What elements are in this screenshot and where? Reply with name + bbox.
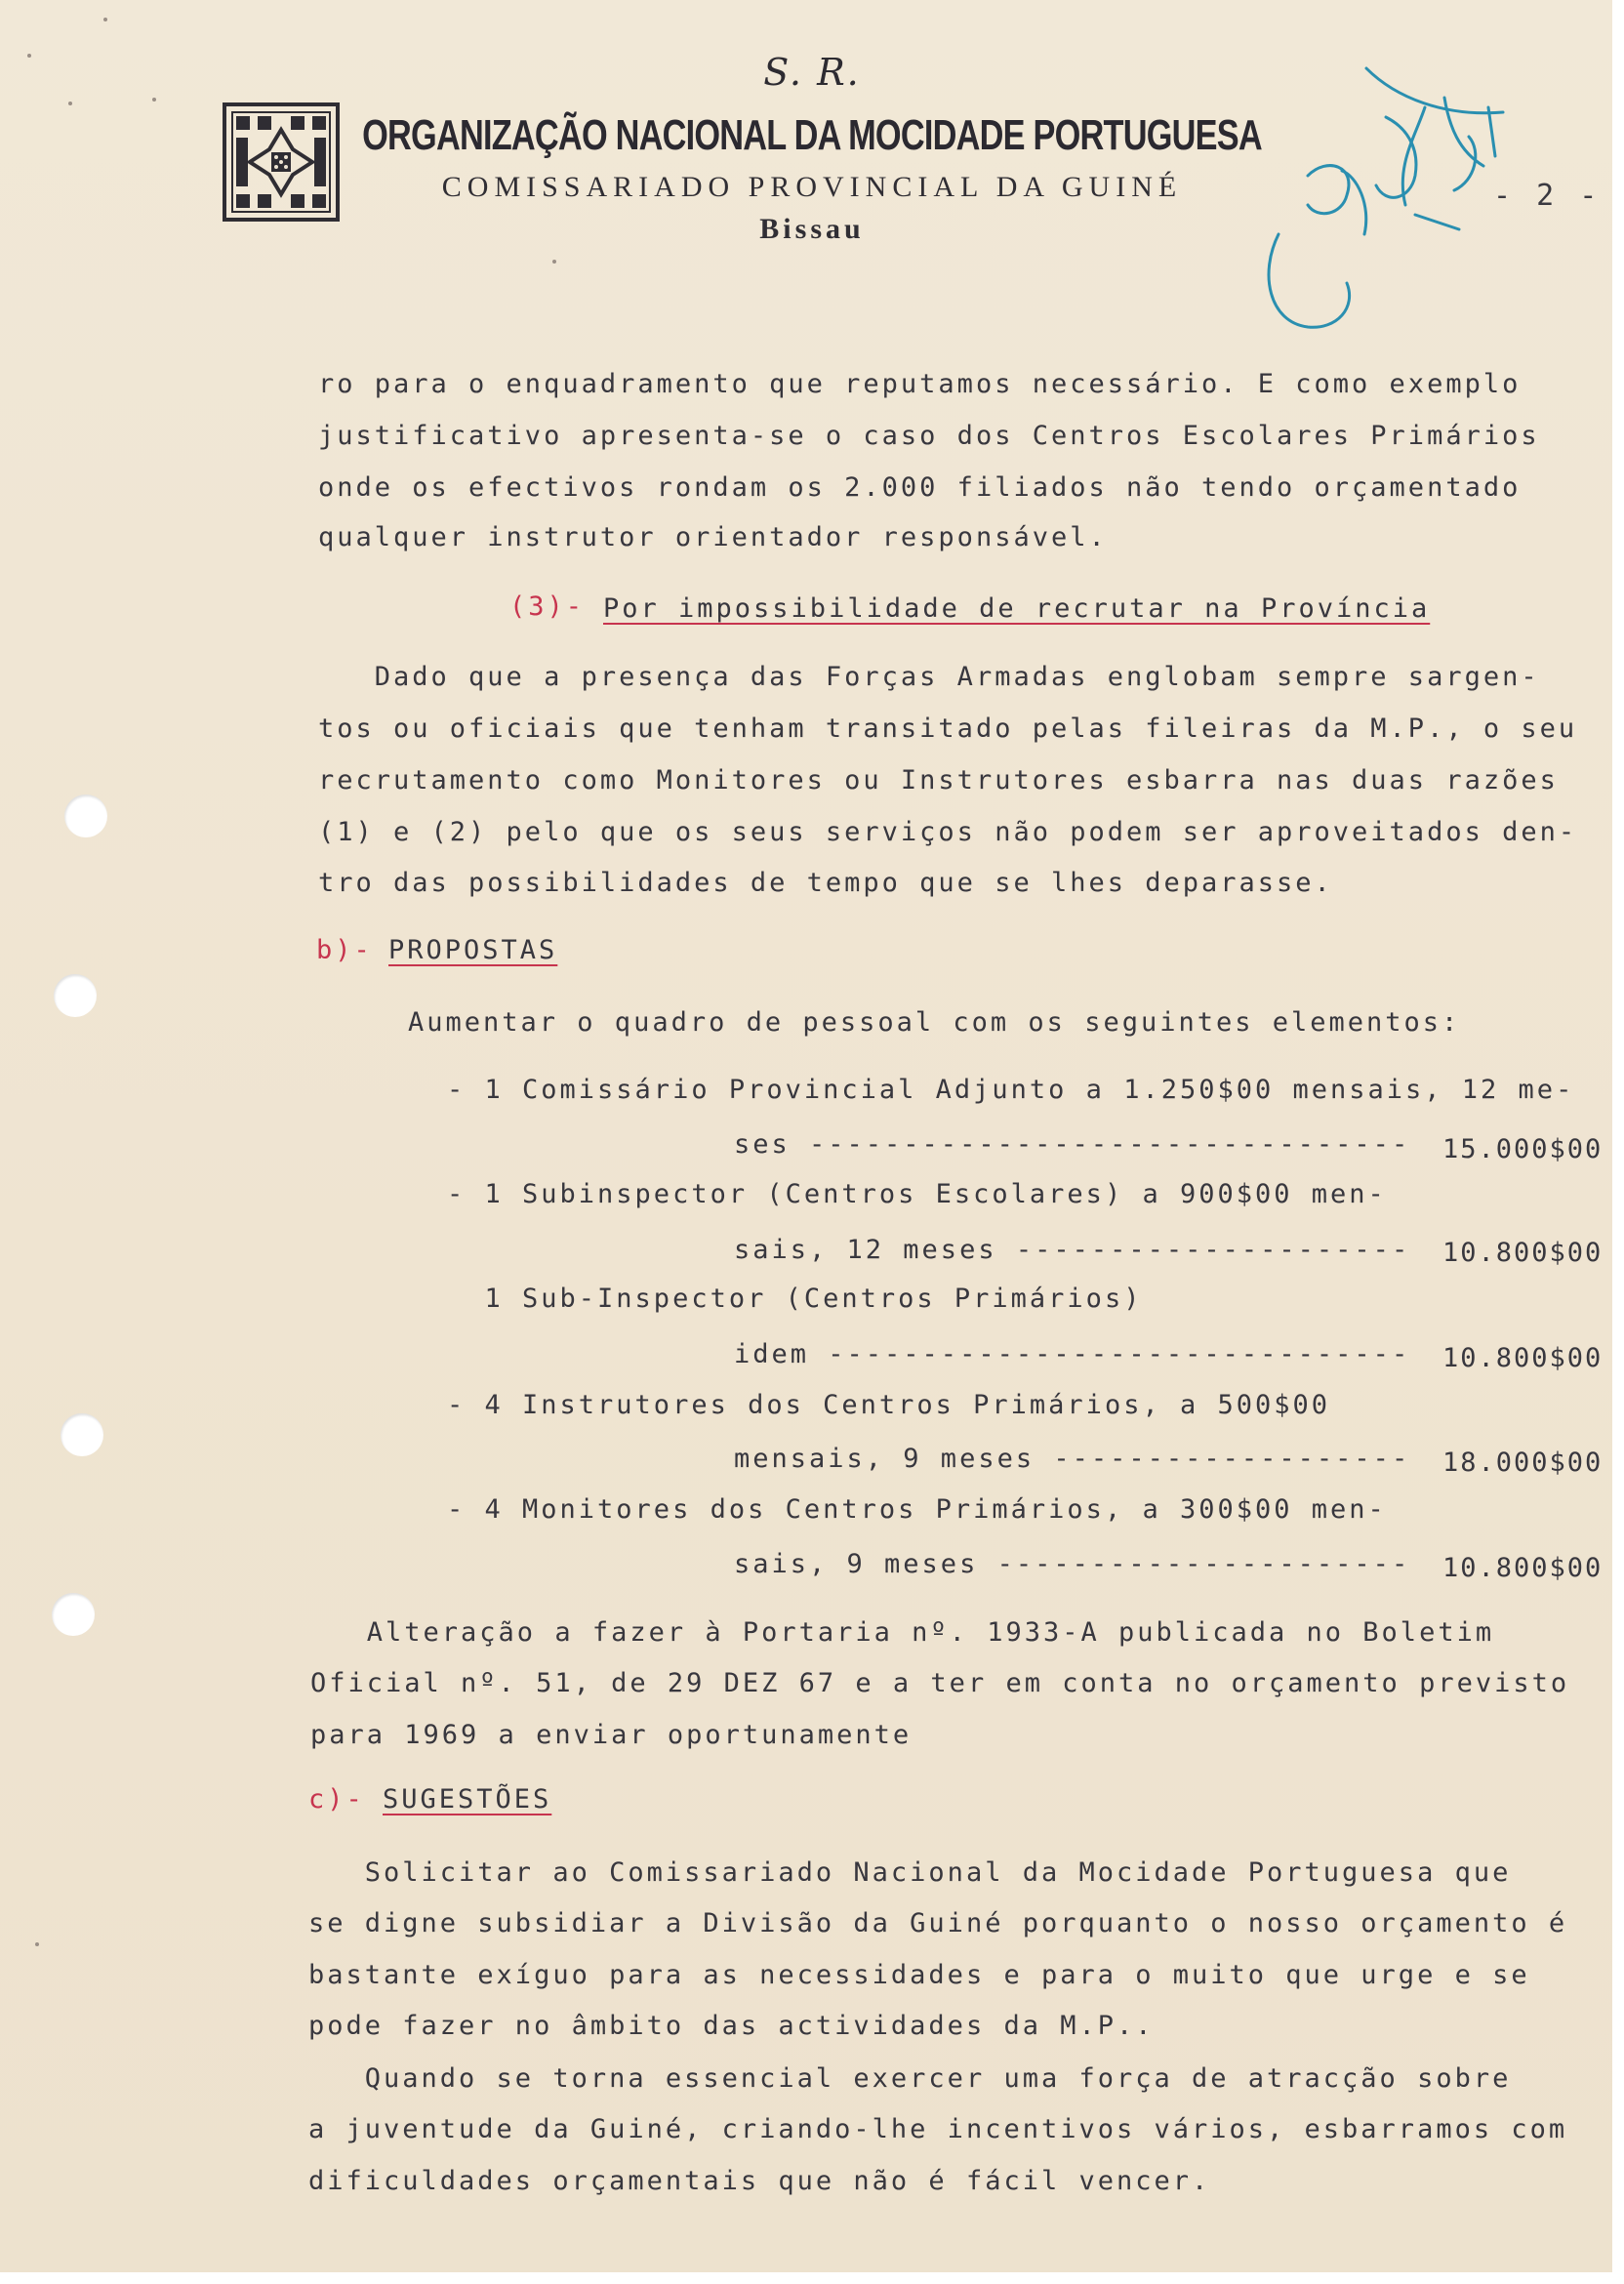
proposal-amount: 10.800$00	[1442, 1238, 1604, 1268]
paragraph-line: onde os efectivos rondam os 2.000 filiados não tendo orçamentado	[318, 472, 1522, 503]
proposal-amount: 15.000$00	[1442, 1134, 1604, 1164]
paragraph-line: Quando se torna essencial exercer uma força de atracção sobre	[308, 2063, 1512, 2094]
section-b-label: b)-	[316, 935, 373, 965]
section-b-title: PROPOSTAS	[388, 935, 558, 965]
handwritten-signature-icon	[1249, 59, 1542, 342]
proposal-item-line: - 1 Comissário Provincial Adjunto a 1.250$00 mensais, 12 me-	[447, 1075, 1575, 1105]
paragraph-line: tro das possibilidades de tempo que se lhes deparasse.	[318, 868, 1333, 898]
paragraph-line: qualquer instrutor orientador responsável.	[318, 522, 1108, 552]
paper-speck	[552, 260, 556, 264]
paragraph-line: recrutamento como Monitores ou Instrutores esbarra nas duas razões	[318, 765, 1559, 795]
proposal-item-line: sais, 12 meses ---------------------	[734, 1235, 1411, 1265]
paragraph-line: ro para o enquadramento que reputamos necessário. E como exemplo	[318, 369, 1522, 399]
section-3-number: (3)-	[509, 591, 586, 622]
punch-hole	[52, 1593, 95, 1636]
proposal-amount: 18.000$00	[1442, 1448, 1604, 1478]
proposal-intro: Aumentar o quadro de pessoal com os seguintes elementos:	[408, 1007, 1461, 1038]
paper-speck	[103, 18, 107, 21]
page-number: - 2 -	[1493, 179, 1602, 213]
proposal-item-line: - 1 Subinspector (Centros Escolares) a 900$00 men-	[447, 1179, 1387, 1209]
commission-name: COMISSARIADO PROVINCIAL DA GUINÉ	[441, 171, 1183, 203]
section-3-title: Por impossibilidade de recrutar na Província	[603, 593, 1431, 624]
city-name: Bissau	[759, 213, 865, 245]
paragraph-line: Alteração a fazer à Portaria nº. 1933-A publicada no Boletim	[310, 1617, 1495, 1648]
punch-hole	[61, 1413, 103, 1456]
proposal-amount: 10.800$00	[1442, 1343, 1604, 1373]
organization-name: ORGANIZAÇÃO NACIONAL DA MOCIDADE PORTUGUESA	[362, 111, 1262, 159]
section-c-title: SUGESTÕES	[383, 1784, 552, 1815]
proposal-item-line: 1 Sub-Inspector (Centros Primários)	[447, 1284, 1143, 1314]
paragraph-line: tos ou oficiais que tenham transitado pelas fileiras da M.P., o seu	[318, 714, 1578, 744]
paragraph-line: para 1969 a enviar oportunamente	[310, 1720, 913, 1750]
paragraph-line: a juventude da Guiné, criando-lhe incentivos vários, esbarramos com	[308, 2114, 1568, 2144]
paragraph-line: Oficial nº. 51, de 29 DEZ 67 e a ter em conta no orçamento previsto	[310, 1668, 1570, 1698]
proposal-item-line: ses --------------------------------	[734, 1129, 1411, 1160]
paper-speck	[68, 102, 72, 105]
page-edge	[1612, 0, 1624, 2284]
proposal-item-line: - 4 Instrutores dos Centros Primários, a 500$00	[447, 1390, 1331, 1420]
punch-hole	[54, 974, 97, 1017]
proposal-item-line: - 4 Monitores dos Centros Primários, a 300$00 men-	[447, 1494, 1387, 1525]
proposal-item-line: mensais, 9 meses -------------------	[734, 1444, 1411, 1474]
proposal-amount: 10.800$00	[1442, 1553, 1604, 1583]
paragraph-line: pode fazer no âmbito das actividades da M.P..	[308, 2011, 1155, 2041]
paragraph-line: dificuldades orçamentais que não é fácil vencer.	[308, 2166, 1211, 2196]
page-bottom-edge	[0, 2272, 1624, 2284]
paragraph-line: justificativo apresenta-se o caso dos Centros Escolares Primários	[318, 421, 1540, 451]
section-c-label: c)-	[308, 1784, 365, 1815]
punch-hole	[64, 795, 107, 837]
paragraph-line: (1) e (2) pelo que os seus serviços não podem ser aproveitados den-	[318, 817, 1578, 847]
proposal-item-line: sais, 9 meses ----------------------	[734, 1549, 1411, 1579]
paper-speck	[35, 1942, 39, 1946]
paragraph-line: bastante exíguo para as necessidades e para o muito que urge e se	[308, 1960, 1530, 1990]
header-sr: S. R.	[763, 51, 861, 94]
paragraph-line: Dado que a presença das Forças Armadas englobam sempre sargen-	[318, 662, 1540, 692]
paragraph-line: Solicitar ao Comissariado Nacional da Mocidade Portuguesa que	[308, 1857, 1512, 1888]
paragraph-line: se digne subsidiar a Divisão da Guiné porquanto o nosso orçamento é	[308, 1908, 1568, 1938]
paper-speck	[152, 98, 156, 102]
proposal-item-line: idem -------------------------------	[734, 1339, 1411, 1369]
